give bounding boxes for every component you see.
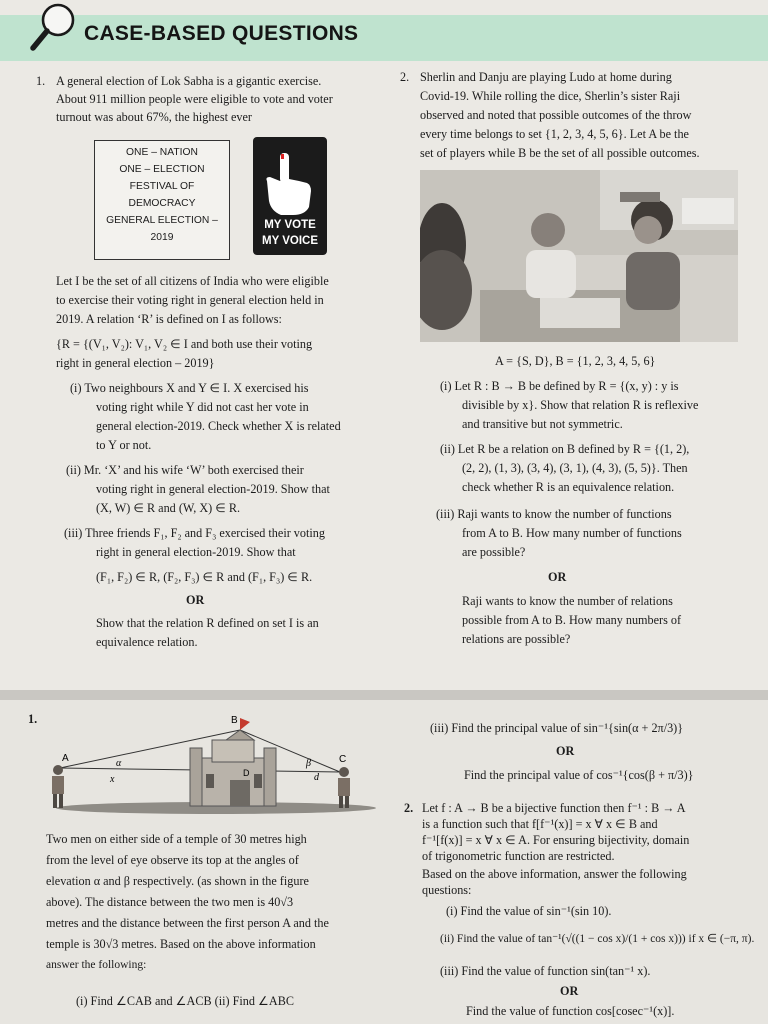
q2-intro-line: Sherlin and Danju are playing Ludo at home during: [420, 70, 672, 84]
election-poster: [94, 140, 230, 260]
q2-intro-line: every time belongs to set {1, 2, 3, 4, 5, 6}. Let A be the: [420, 127, 689, 141]
q2-part-ii: (ii) Let R be a relation on B defined by R = {(1, 2),: [440, 442, 690, 456]
q1-paragraph-line: Let I be the set of all citizens of India who were eligible: [56, 274, 329, 288]
section-heading: CASE-BASED QUESTIONS: [84, 22, 359, 45]
q1-part-iii: right in general election-2019. Show that: [96, 545, 296, 559]
q2-or-question: Raji wants to know the number of relations: [462, 594, 673, 608]
label-d: d: [314, 772, 319, 783]
q2-part-ii: check whether R is an equivalence relation.: [462, 480, 675, 494]
ludo-photo: [420, 170, 738, 342]
question-number: 2.: [404, 801, 414, 815]
p2-q1-line: elevation α and β respectively. (as shown in the figure: [46, 874, 309, 888]
p2-q2-or-question: Find the value of function cos[cosec⁻¹(x)].: [466, 1004, 675, 1018]
q2-or-question: relations are possible?: [462, 632, 571, 646]
label-alpha: α: [116, 758, 122, 769]
q2-part-iii: are possible?: [462, 545, 526, 559]
textbook-page-bottom: [0, 700, 768, 1024]
or-separator: OR: [556, 744, 575, 758]
p2-q2-line: is a function such that f[f⁻¹(x)] = x ∀ x ∈ B and: [422, 817, 658, 831]
q2-intro-line: Covid-19. While rolling the dice, Sherlin’s sister Raji: [420, 89, 681, 103]
q1-paragraph-line: to exercise their voting right in general election held in: [56, 293, 324, 307]
magnifier-icon: [30, 2, 80, 54]
label-B: B: [231, 715, 238, 726]
q1-part-ii: voting right in general election-2019. Show that: [96, 482, 330, 496]
p2-q1-part-iii: (iii) Find the principal value of sin⁻¹{sin(α + 2π/3)}: [430, 721, 684, 735]
q1-part-i: voting right while Y did not cast her vote in: [96, 400, 309, 414]
poster-line: 2019: [150, 232, 174, 243]
q1-part-i: (i) Two neighbours X and Y ∈ I. X exercised his: [70, 381, 309, 395]
poster-line: GENERAL ELECTION –: [106, 215, 218, 226]
p2-q1-line: above). The distance between the two men is 40√3: [46, 895, 294, 909]
p2-q2-line: Let f : A → B be a bijective function then f⁻¹ : B → A: [422, 801, 686, 815]
p2-q1-parts: (i) Find ∠CAB and ∠ACB (ii) Find ∠ABC: [76, 994, 294, 1008]
q1-part-i: general election-2019. Check whether X is related: [96, 419, 341, 433]
p2-q2-part-ii: (ii) Find the value of tan⁻¹(√((1 − cos x)/(1 + cos x))) if x ∈ (−π, π).: [440, 933, 755, 945]
q2-sets: A = {S, D}, B = {1, 2, 3, 4, 5, 6}: [495, 354, 656, 368]
q1-part-ii: (ii) Mr. ‘X’ and his wife ‘W’ both exercised their: [66, 463, 304, 477]
p2-q1-line: temple is 30√3 metres. Based on the above information: [46, 937, 316, 951]
or-separator: OR: [548, 570, 567, 584]
q1-or-question: equivalence relation.: [96, 635, 198, 649]
p2-q2-line: f⁻¹[f(x)] = x ∀ x ∈ A. For ensuring bijectivity, domain: [422, 833, 690, 847]
badge-line: MY VOTE: [264, 219, 316, 231]
q2-part-i: (i) Let R : B → B be defined by R = {(x, y) : y is: [440, 379, 679, 393]
q2-part-i: divisible by x}. Show that relation R is reflexive: [462, 398, 699, 412]
q1-paragraph-line: 2019. A relation ‘R’ is defined on I as follows:: [56, 312, 282, 326]
p2-cos-question: Find the principal value of cos⁻¹{cos(β + π/3)}: [464, 768, 694, 782]
label-beta: β: [306, 758, 311, 769]
p2-q2-line: Based on the above information, answer the following: [422, 867, 687, 881]
poster-line: ONE – ELECTION: [119, 164, 205, 175]
label-x: x: [110, 774, 115, 785]
p2-q2-line: questions:: [422, 883, 472, 897]
label-C: C: [339, 754, 347, 765]
pointing-hand-icon: [253, 141, 327, 221]
or-separator: OR: [186, 593, 205, 607]
p2-q1-line: answer the following:: [46, 959, 147, 971]
q1-intro-line: A general election of Lok Sabha is a gigantic exercise.: [56, 74, 322, 88]
label-D: D: [243, 768, 250, 778]
poster-line: FESTIVAL OF: [129, 181, 195, 192]
q1-part-i: to Y or not.: [96, 438, 152, 452]
q1-part-iii: (iii) Three friends F₁, F₂ and F₃ exercised their voting: [64, 526, 325, 540]
q1-part-ii: (X, W) ∈ R and (W, X) ∈ R.: [96, 501, 241, 515]
q1-intro-line: About 911 million people were eligible to vote and voter: [56, 92, 333, 106]
p2-q2-part-iii: (iii) Find the value of function sin(tan⁻¹ x).: [440, 964, 651, 978]
p2-q1-line: metres and the distance between the first person A and the: [46, 916, 329, 930]
q1-or-question: Show that the relation R defined on set I is an: [96, 616, 319, 630]
q2-part-ii: (2, 2), (1, 3), (3, 4), (3, 1), (4, 3), (5, 5)}. Then: [462, 461, 688, 475]
or-separator: OR: [560, 984, 579, 998]
q1-intro-line: turnout was about 67%, the highest ever: [56, 110, 252, 124]
q2-or-question: possible from A to B. How many numbers of: [462, 613, 682, 627]
badge-line: MY VOICE: [261, 235, 319, 247]
p2-q2-part-i: (i) Find the value of sin⁻¹(sin 10).: [446, 904, 612, 918]
q2-part-i: and transitive but not symmetric.: [462, 417, 623, 431]
q2-intro-line: set of players while B be the set of all possible outcomes.: [420, 146, 700, 160]
poster-line: ONE – NATION: [126, 147, 198, 158]
question-number: 2.: [400, 70, 410, 84]
q1-paragraph-line: {R = {(V₁, V₂): V₁, V₂ ∈ I and both use their voting: [56, 337, 313, 351]
temple-elevation-figure: [36, 710, 376, 822]
question-number: 1.: [36, 74, 46, 88]
poster-line: DEMOCRACY: [128, 198, 196, 209]
my-vote-badge: [253, 137, 327, 255]
p2-q1-line: from the level of eye observe its top at the angles of: [46, 853, 299, 867]
question-number: 1.: [28, 712, 38, 726]
q1-part-iii: (F₁, F₂) ∈ R, (F₂, F₃) ∈ R and (F₁, F₃) ∈ R.: [96, 570, 313, 584]
p2-q1-line: Two men on either side of a temple of 30 metres high: [46, 832, 307, 846]
q2-intro-line: observed and noted that possible outcomes of the throw: [420, 108, 692, 122]
label-A: A: [62, 753, 69, 764]
q1-paragraph-line: right in general election – 2019}: [56, 356, 215, 370]
q2-part-iii: from A to B. How many number of functions: [462, 526, 682, 540]
p2-q2-line: of trigonometric function are restricted.: [422, 849, 615, 863]
q2-part-iii: (iii) Raji wants to know the number of functions: [436, 507, 672, 521]
